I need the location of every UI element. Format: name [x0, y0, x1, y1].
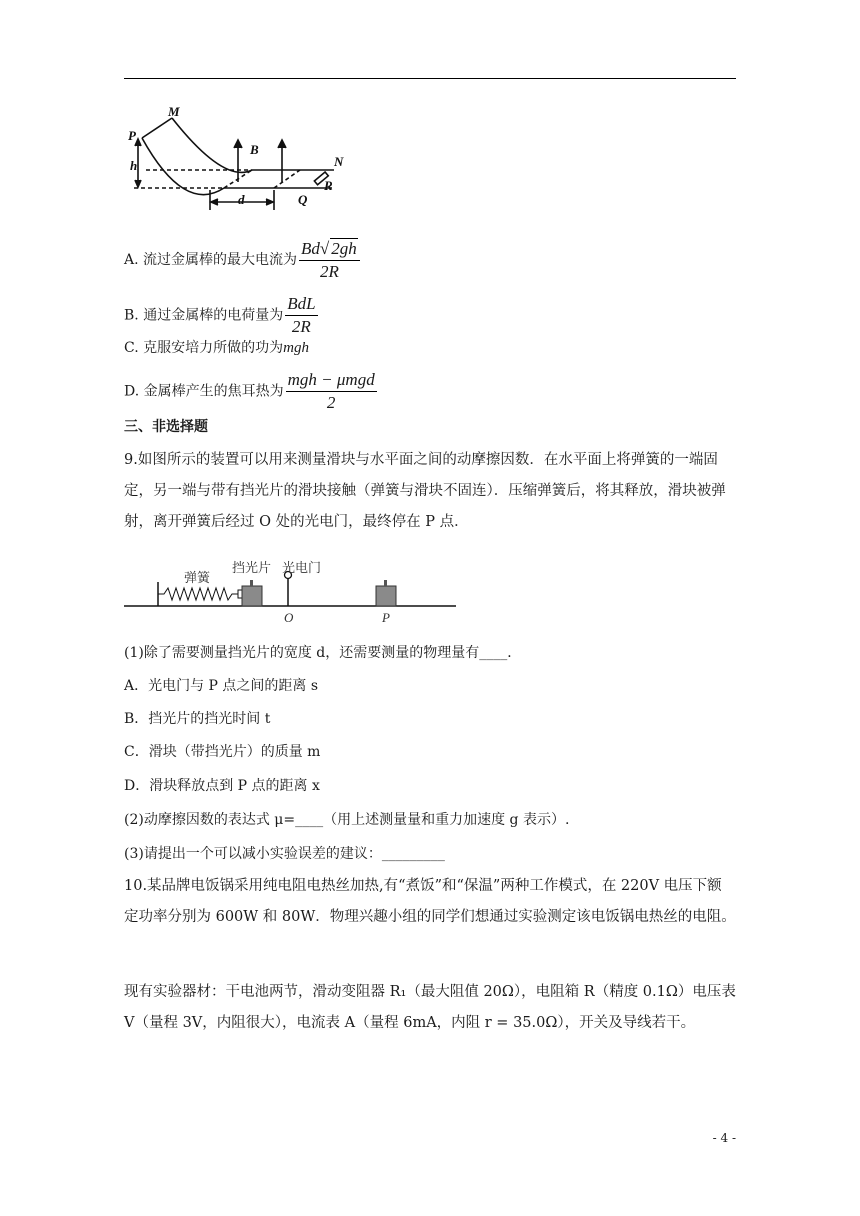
label-M: M: [168, 104, 180, 119]
option-c-text: C. 克服安培力所做的功为: [124, 340, 284, 356]
option-c: [124, 338, 309, 358]
q9-option-c: C．滑块（带挡光片）的质量 m: [124, 744, 321, 760]
option-a-fraction: $\frac{Bd√ 2gh}{2R}$: [299, 238, 360, 282]
option-b: [124, 294, 318, 337]
label-d: d: [238, 192, 245, 207]
label-Q: Q: [298, 192, 308, 207]
option-d-den: 2: [326, 393, 336, 412]
option-a: [124, 238, 360, 282]
label-spring: 弹簧: [184, 571, 211, 586]
q9-sub2: (2)动摩擦因数的表达式 μ=____（用上述测量量和重力加速度 g 表示）.: [124, 812, 570, 828]
photogate-figure: [124, 554, 460, 626]
option-a-text: A. 流过金属棒的最大电流为: [124, 252, 298, 268]
option-a-sqrt: 2gh: [331, 239, 357, 258]
top-bar-PM: [142, 118, 172, 138]
label-O: O: [284, 610, 294, 625]
q9-option-a: A．光电门与 P 点之间的距离 s: [124, 678, 319, 694]
option-b-num: BdL: [285, 294, 317, 316]
label-B: B: [250, 142, 259, 157]
option-b-fraction: [285, 294, 317, 337]
option-a-den: 2R: [319, 262, 339, 281]
q9-option-b: B．挡光片的挡光时间 t: [124, 711, 271, 727]
q9-stem: 9.如图所示的装置可以用来测量滑块与水平面之间的动摩擦因数．在水平面上将弹簧的一端固定，另一端与带有挡光片的滑块接触（弹簧与滑块不固连）．压缩弹簧后，将其释放，滑块被弹射，离开弹簧后经过 O 处的光电门，最终停在 P 点．: [124, 452, 726, 530]
curved-rail-front: [142, 138, 224, 195]
option-b-text: B. 通过金属棒的电荷量为: [124, 307, 284, 324]
label-P2: P: [382, 610, 390, 625]
slider-block: [242, 586, 262, 606]
slider-block-p: [376, 586, 396, 606]
label-shade: 挡光片: [232, 561, 272, 576]
label-N: N: [334, 154, 344, 169]
label-gate: 光电门: [282, 561, 322, 576]
rail-diagram-figure: [124, 104, 344, 218]
page-number: - 4 -: [712, 1131, 736, 1145]
header-rule: [124, 78, 736, 79]
option-d-fraction: [286, 370, 377, 413]
option-d-num: mgh − μmgd: [286, 370, 377, 392]
q9-sub3: (3)请提出一个可以减小实验误差的建议：_________: [124, 846, 445, 862]
q10-equipment: 现有实验器材：干电池两节，滑动变阻器 R₁（最大阻值 20Ω），电阻箱 R（精度 0.1Ω）电压表 V（量程 3V，内阻很大），电流表 A（量程 6mA，内阻 r = 35.0Ω），开关及导线若干。: [124, 984, 736, 1031]
label-R: R: [324, 178, 333, 193]
option-d: [124, 370, 377, 413]
option-d-text: D. 金属棒产生的焦耳热为: [124, 383, 284, 400]
option-b-den: 2R: [291, 317, 311, 336]
label-P: P: [128, 128, 136, 143]
option-a-num: Bd: [301, 239, 320, 258]
spring: [158, 588, 238, 600]
section-heading: 三、非选择题: [124, 419, 208, 435]
label-h: h: [130, 158, 138, 173]
q9-sub1: (1)除了需要测量挡光片的宽度 d，还需要测量的物理量有____．: [124, 645, 522, 661]
q9-option-d: D．滑块释放点到 P 点的距离 x: [124, 778, 320, 794]
option-c-var: mgh: [283, 340, 309, 356]
q10-stem: 10.某品牌电饭锅采用纯电阻电热丝加热,有“煮饭”和“保温”两种工作模式，在 220V 电压下额定功率分别为 600W 和 80W．物理兴趣小组的同学们想通过实验测定该电饭锅电热丝的电阻。: [124, 878, 736, 925]
